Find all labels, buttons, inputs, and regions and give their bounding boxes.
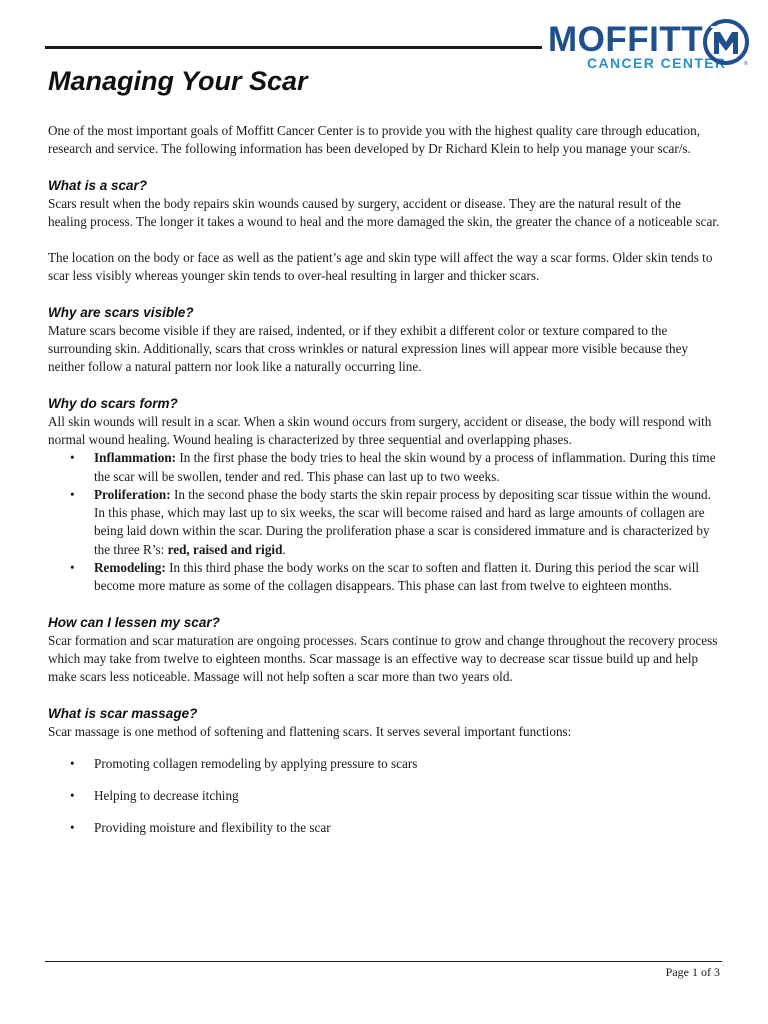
- logo-wordmark: MOFFITT: [548, 20, 704, 59]
- benefit-text: Promoting collagen remodeling by applying pressure to scars: [94, 755, 418, 771]
- svg-text:®: ®: [744, 61, 748, 67]
- list-item: [48, 819, 720, 837]
- bullet-glyph: •: [70, 560, 75, 576]
- visible-paragraph: Mature scars become visible if they are raised, indented, or if they exhibit a different color or texture compared to the surrounding skin. Additionally, scars that cross wrinkles or natural expression lines will appear more visible because they neither follow a natural pattern nor look like a naturally occurring line.: [48, 322, 689, 375]
- phase-list: [48, 449, 720, 595]
- logo-subtitle: CANCER CENTER: [587, 55, 727, 71]
- benefit-text: Providing moisture and flexibility to the scar: [94, 820, 331, 836]
- list-item: [48, 787, 720, 805]
- document-body: [48, 122, 720, 838]
- bullet-glyph: •: [70, 755, 75, 771]
- heading-why-visible: Why are scars visible?: [48, 304, 194, 320]
- bullet-glyph: •: [70, 450, 75, 466]
- benefit-text: Helping to decrease itching: [94, 788, 239, 804]
- moffitt-m-logo-icon: [703, 18, 751, 68]
- bullet-glyph: •: [70, 820, 75, 836]
- phase-text: In this third phase the body works on the scar to soften and flatten it. During this period the scar will become more mature as some of the collagen disappears. This phase can last from twelve to eighteen months.: [94, 560, 700, 594]
- phase-term: Inflammation:: [94, 450, 177, 466]
- list-item: [48, 755, 720, 773]
- heading-why-form: Why do scars form?: [48, 395, 178, 411]
- footer-rule: [45, 961, 722, 962]
- page-title: Managing Your Scar: [48, 66, 308, 96]
- heading-what-is-scar: What is a scar?: [48, 177, 148, 193]
- heading-scar-massage: What is scar massage?: [48, 705, 198, 721]
- phase-term: Proliferation:: [94, 486, 171, 502]
- list-item: [48, 449, 720, 486]
- phase-emphasis: red, raised and rigid: [167, 541, 283, 557]
- heading-lessen-scar: How can I lessen my scar?: [48, 614, 220, 630]
- bullet-glyph: •: [70, 486, 75, 502]
- list-item: [48, 486, 720, 559]
- massage-benefits-list: [48, 755, 720, 838]
- moffitt-logo: [548, 18, 758, 78]
- phase-tail: .: [282, 541, 286, 557]
- list-item: [48, 559, 720, 596]
- what-paragraph-1: Scars result when the body repairs skin wounds caused by surgery, accident or disease. They are the natural result of the healing process. The longer it takes a wound to heal and the more damaged the skin, the greater the chance of a noticeable scar.: [48, 195, 720, 229]
- form-paragraph: All skin wounds will result in a scar. When a skin wound occurs from surgery, accident or disease, the body will respond with normal wound healing. Wound healing is characterized by three sequential and overlapping phases.: [48, 413, 712, 447]
- phase-term: Remodeling:: [94, 560, 166, 576]
- phase-text: In the first phase the body tries to heal the skin wound by a process of inflammation. During this time the scar will be swollen, tender and red. This phase can last up to two weeks.: [94, 450, 716, 484]
- page-number: Page 1 of 3: [665, 965, 720, 979]
- intro-paragraph: One of the most important goals of Moffitt Cancer Center is to provide you with the highest quality care through education, research and service. The following information has been developed by Dr Richard Klein to help you manage your scar/s.: [48, 123, 701, 157]
- bullet-glyph: •: [70, 788, 75, 804]
- header-rule: [45, 46, 542, 49]
- phase-text: In the second phase the body starts the skin repair process by depositing scar tissue within the wound. In this phase, which may last up to six weeks, the scar will become raised and hard as large amounts of collagen are being laid down within the scar. During the proliferation phase a scar is considered immature and is characterized by the three R’s:: [94, 486, 711, 557]
- lessen-paragraph: Scar formation and scar maturation are ongoing processes. Scars continue to grow and change throughout the recovery process which may take from twelve to eighteen months. Scar massage is an effective way to decrease scar tissue build up and help make scars less noticeable. Massage will not help soften a scar more than two years old.: [48, 632, 718, 685]
- massage-paragraph: Scar massage is one method of softening and flattening scars. It serves several important functions:: [48, 723, 572, 739]
- what-paragraph-2: The location on the body or face as well as the patient’s age and skin type will affect the way a scar forms. Older skin tends to scar less visibly whereas younger skin tends to over-heal resulting in larger and thicker scars.: [48, 250, 713, 284]
